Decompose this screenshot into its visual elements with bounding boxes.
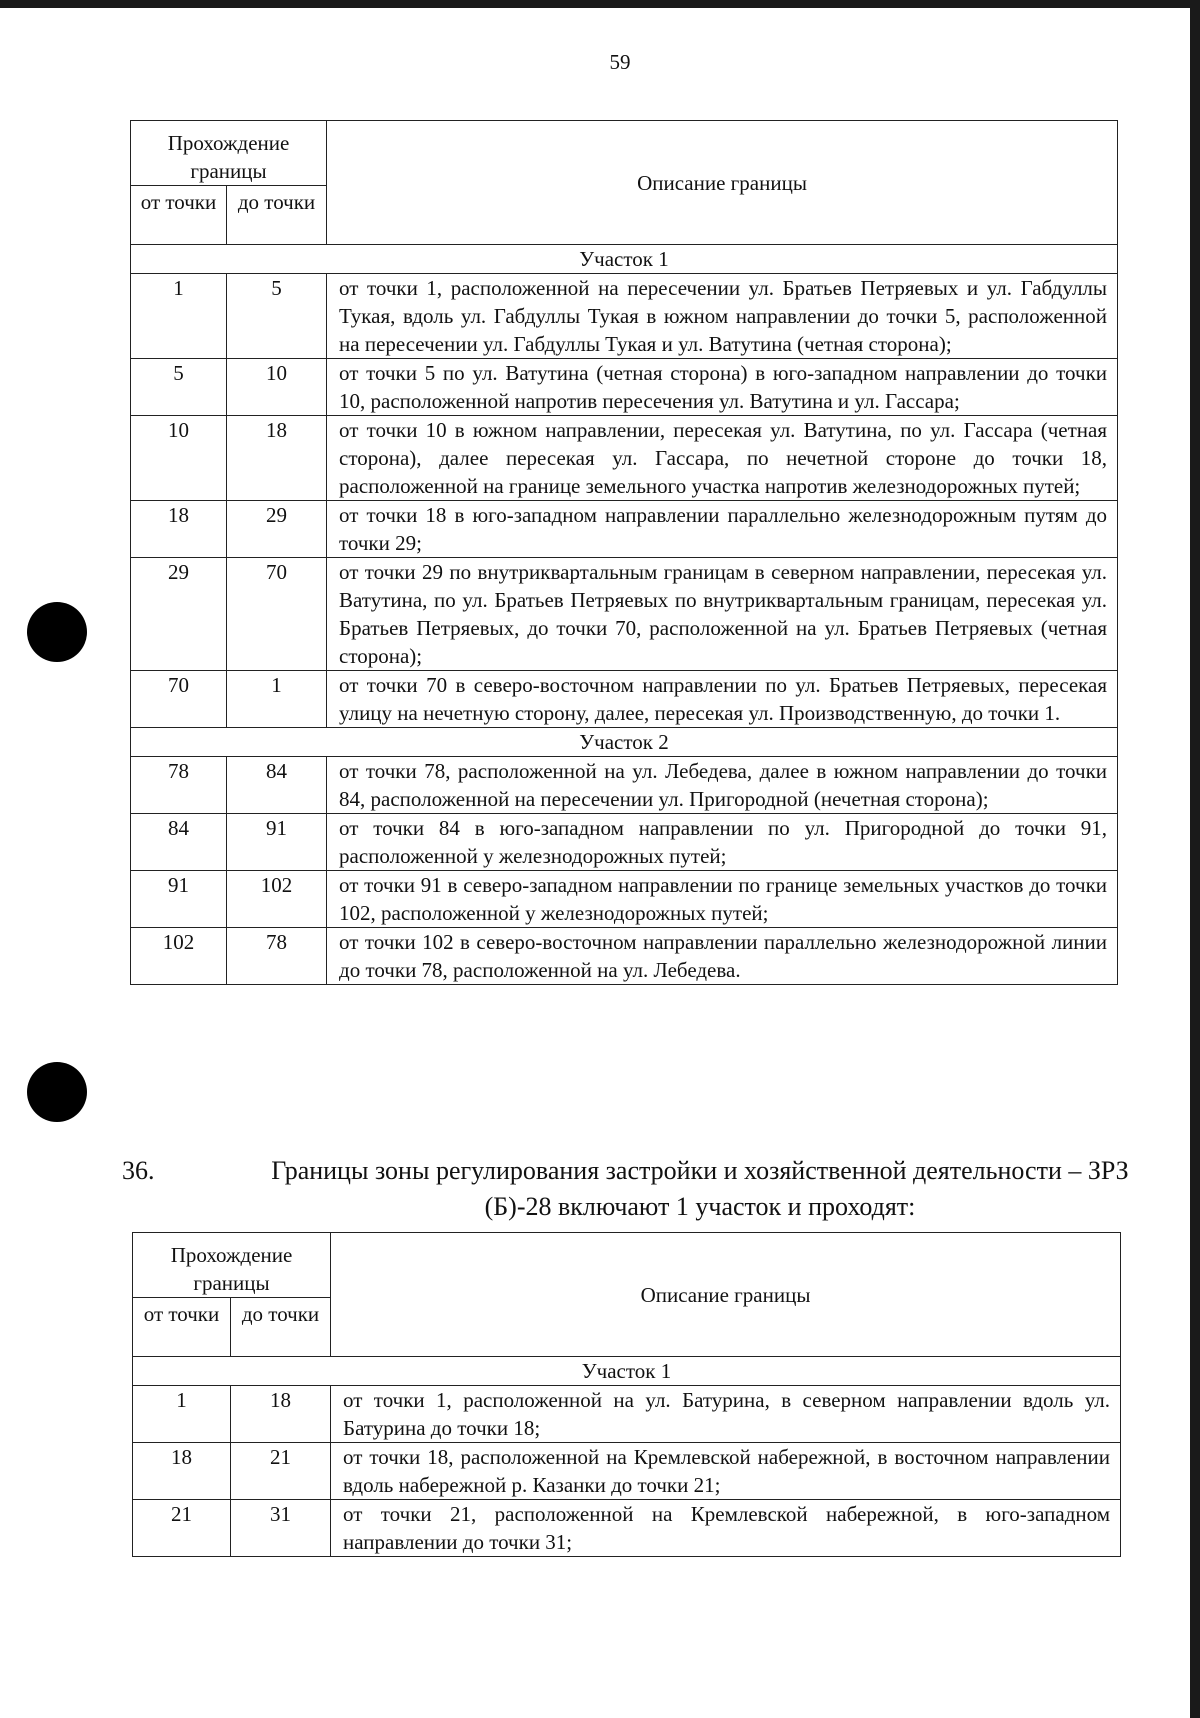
to-point: 10 xyxy=(227,359,327,416)
section-number: 36. xyxy=(122,1156,155,1185)
from-point: 1 xyxy=(131,274,227,359)
boundary-description: от точки 10 в южном направлении, пересекая ул. Ватутина, по ул. Гассара (четная сторона), далее пересекая ул. Гассара, по нечетной стороне до точки 18, расположенной на границе земельного участка напротив железнодорожных путей; xyxy=(327,416,1118,501)
from-point: 21 xyxy=(133,1500,231,1557)
table-row xyxy=(131,928,1118,985)
boundary-description: от точки 18, расположенной на Кремлевской набережной, в восточном направлении вдоль набережной р. Казанки до точки 21; xyxy=(331,1443,1121,1500)
from-point: 29 xyxy=(131,558,227,671)
to-point: 29 xyxy=(227,501,327,558)
boundary-description: от точки 1, расположенной на ул. Батурина, в северном направлении вдоль ул. Батурина до точки 18; xyxy=(331,1386,1121,1443)
section-title: Участок 1 xyxy=(133,1357,1121,1386)
table-row xyxy=(131,671,1118,728)
boundary-table-1 xyxy=(130,120,1118,985)
section-title: Участок 2 xyxy=(131,728,1118,757)
header-passage: Прохождение границы xyxy=(133,1233,331,1298)
from-point: 10 xyxy=(131,416,227,501)
boundary-description: от точки 84 в юго-западном направлении по ул. Пригородной до точки 91, расположенной у железнодорожных путей; xyxy=(327,814,1118,871)
table-row xyxy=(133,1386,1121,1443)
header-passage: Прохождение границы xyxy=(131,121,327,186)
table-row xyxy=(131,814,1118,871)
punch-hole xyxy=(27,1062,87,1122)
table-row xyxy=(131,558,1118,671)
to-point: 18 xyxy=(227,416,327,501)
to-point: 78 xyxy=(227,928,327,985)
from-point: 1 xyxy=(133,1386,231,1443)
table-row xyxy=(131,274,1118,359)
from-point: 84 xyxy=(131,814,227,871)
from-point: 78 xyxy=(131,757,227,814)
boundary-description: от точки 5 по ул. Ватутина (четная сторона) в юго-западном направлении до точки 10, расположенной напротив пересечения ул. Ватутина и ул. Гассара; xyxy=(327,359,1118,416)
from-point: 5 xyxy=(131,359,227,416)
boundary-description: от точки 21, расположенной на Кремлевской набережной, в юго-западном направлении до точки 31; xyxy=(331,1500,1121,1557)
boundary-description: от точки 18 в юго-западном направлении параллельно железнодорожным путям до точки 29; xyxy=(327,501,1118,558)
table-row xyxy=(133,1500,1121,1557)
boundary-description: от точки 91 в северо-западном направлении по границе земельных участков до точки 102, расположенной у железнодорожных путей; xyxy=(327,871,1118,928)
from-point: 18 xyxy=(131,501,227,558)
from-point: 18 xyxy=(133,1443,231,1500)
page-number: 59 xyxy=(609,50,631,74)
to-point: 1 xyxy=(227,671,327,728)
table-row xyxy=(131,757,1118,814)
boundary-description: от точки 102 в северо-восточном направлении параллельно железнодорожной линии до точки 78, расположенной на ул. Лебедева. xyxy=(327,928,1118,985)
header-to: до точки xyxy=(227,186,327,245)
table-row xyxy=(131,359,1118,416)
table-row xyxy=(133,1443,1121,1500)
header-from: от точки xyxy=(131,186,227,245)
boundary-table-2 xyxy=(132,1232,1121,1557)
to-point: 91 xyxy=(227,814,327,871)
section-title: Участок 1 xyxy=(131,245,1118,274)
to-point: 18 xyxy=(231,1386,331,1443)
section-heading: Границы зоны регулирования застройки и хозяйственной деятельности – ЗРЗ (Б)-28 включают 1 участок и проходят: xyxy=(271,1156,1129,1221)
scan-edge-right xyxy=(1190,0,1200,1718)
boundary-description: от точки 29 по внутриквартальным границам в северном направлении, пересекая ул. Ватутина, по ул. Братьев Петряевых по внутриквартальным границам, пересекая ул. Братьев Петряевых, до точки 70, расположенной на ул. Братьев Петряевых (четная сторона); xyxy=(327,558,1118,671)
to-point: 21 xyxy=(231,1443,331,1500)
header-description: Описание границы xyxy=(327,121,1118,245)
header-to: до точки xyxy=(231,1298,331,1357)
to-point: 84 xyxy=(227,757,327,814)
table-row xyxy=(131,501,1118,558)
from-point: 91 xyxy=(131,871,227,928)
scan-edge-top xyxy=(0,0,1200,8)
header-from: от точки xyxy=(133,1298,231,1357)
from-point: 102 xyxy=(131,928,227,985)
to-point: 102 xyxy=(227,871,327,928)
header-description: Описание границы xyxy=(331,1233,1121,1357)
to-point: 5 xyxy=(227,274,327,359)
boundary-description: от точки 1, расположенной на пересечении ул. Братьев Петряевых и ул. Габдуллы Тукая, вдоль ул. Габдуллы Тукая в южном направлении до точки 5, расположенной на пересечении ул. Габдуллы Тукая и ул. Ватутина (четная сторона); xyxy=(327,274,1118,359)
from-point: 70 xyxy=(131,671,227,728)
punch-hole xyxy=(27,602,87,662)
boundary-description: от точки 70 в северо-восточном направлении по ул. Братьев Петряевых, пересекая улицу на нечетную сторону, далее, пересекая ул. Производственную, до точки 1. xyxy=(327,671,1118,728)
to-point: 70 xyxy=(227,558,327,671)
to-point: 31 xyxy=(231,1500,331,1557)
table-row xyxy=(131,871,1118,928)
table-row xyxy=(131,416,1118,501)
boundary-description: от точки 78, расположенной на ул. Лебедева, далее в южном направлении до точки 84, расположенной на пересечении ул. Пригородной (нечетная сторона); xyxy=(327,757,1118,814)
